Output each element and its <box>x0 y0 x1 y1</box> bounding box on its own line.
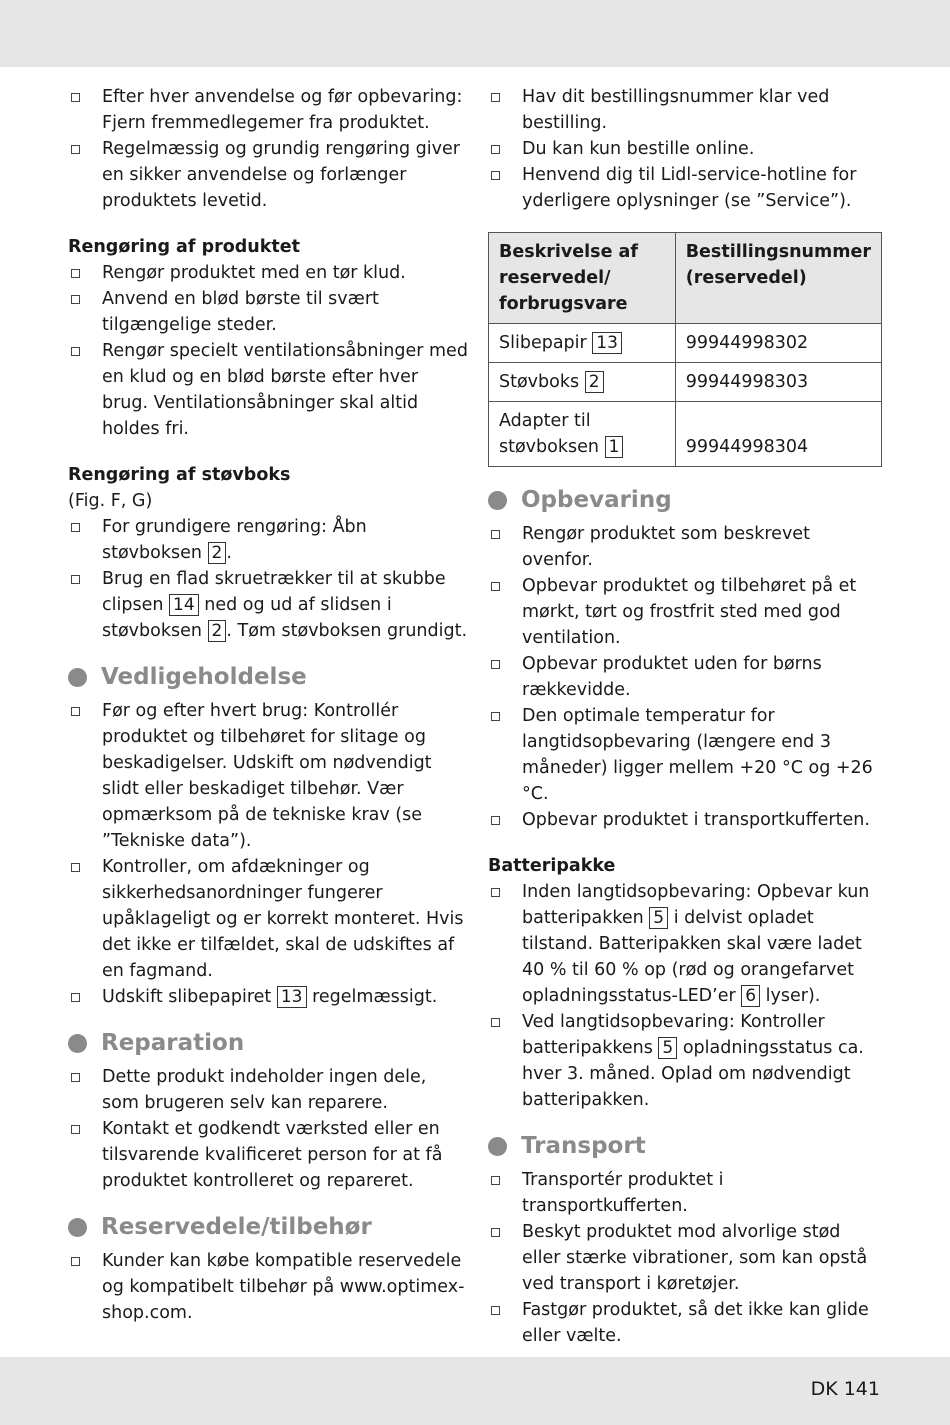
list-item: Den optimale temperatur for langtidsopbevaring (længere end 3 måneder) ligger mellem +20 °C og +26 °C. <box>488 703 883 807</box>
intro-list <box>68 84 468 214</box>
item-text: regelmæssigt. <box>312 987 438 1007</box>
list-item: Kontakt et godkendt værksted eller en tilsvarende kvalificeret person for at få produktet kontrolleret og repareret. <box>68 1116 468 1194</box>
maintenance-list <box>68 698 468 1010</box>
column-header-description: Beskrivelse af reservedel/ forbrugsvare <box>489 233 676 324</box>
item-text: ned og ud af slidsen i støvboksen <box>102 595 392 641</box>
part-reference: 5 <box>658 1037 677 1059</box>
list-item <box>488 879 883 1009</box>
part-reference: 1 <box>605 436 624 458</box>
page-number: DK 141 <box>810 1378 880 1400</box>
table-row <box>489 324 882 363</box>
list-item: Kontroller, om afdækninger og sikkerhedsanordninger fungerer upåklageligt og er korrekt monteret. Hvis det ikke er tilfældet, skal de udskiftes af en fagmand. <box>68 854 468 984</box>
list-item <box>68 566 468 644</box>
bullet-dot-icon <box>488 1137 507 1156</box>
right-column <box>488 84 883 1349</box>
table-header-row <box>489 233 882 324</box>
bullet-dot-icon <box>68 1218 87 1237</box>
battery-list <box>488 879 883 1113</box>
column-header-order-number: Bestillingsnummer (reservedel) <box>675 233 881 324</box>
footer-band <box>0 1357 950 1425</box>
repair-title <box>68 1028 468 1058</box>
section-title-text: Transport <box>521 1133 646 1159</box>
table-row <box>489 363 882 402</box>
bullet-dot-icon <box>68 1034 87 1053</box>
storage-title <box>488 485 883 515</box>
part-reference: 14 <box>169 594 199 616</box>
cell-text: Støvboks <box>499 372 580 392</box>
list-item: Dette produkt indeholder ingen dele, som brugeren selv kan reparere. <box>68 1064 468 1116</box>
list-item <box>68 984 468 1010</box>
section-title-text: Vedligeholdelse <box>101 664 307 690</box>
item-text: For grundigere rengøring: Åbn støvboksen <box>102 517 367 563</box>
list-item: Efter hver anvendelse og før opbevaring: Fjern fremmedlegemer fra produktet. <box>68 84 468 136</box>
part-reference: 2 <box>208 542 227 564</box>
item-text: Brug en flad skruetrækker til at skubbe clipsen <box>102 569 446 615</box>
cleaning-product-heading: Rengøring af produktet <box>68 237 300 257</box>
list-item: Fastgør produktet, så det ikke kan glide eller vælte. <box>488 1297 883 1349</box>
figure-reference: (Fig. F, G) <box>68 491 153 511</box>
part-reference: 13 <box>592 332 622 354</box>
list-item: Transportér produktet i transportkufferten. <box>488 1167 883 1219</box>
part-reference: 2 <box>585 371 604 393</box>
spare-parts-title <box>68 1212 468 1242</box>
left-column <box>68 84 468 1326</box>
header-band <box>0 0 950 67</box>
item-text: Udskift slibepapiret <box>102 987 272 1007</box>
section-title-text: Reparation <box>101 1030 245 1056</box>
list-item: Rengør specielt ventilationsåbninger med en klud og en blød børste efter hver brug. Ventilationsåbninger skal altid holdes fri. <box>68 338 468 442</box>
bullet-dot-icon <box>488 491 507 510</box>
list-item <box>68 514 468 566</box>
item-text: . <box>226 543 232 563</box>
table-cell-description <box>489 363 676 402</box>
item-text: lyser). <box>765 986 821 1006</box>
section-title-text: Reservedele/tilbehør <box>101 1214 372 1240</box>
list-item: Før og efter hvert brug: Kontrollér produktet og tilbehøret for slitage og beskadigelser. Udskift om nødvendigt slidt eller beskadiget tilbehør. Vær opmærksom på de tekniske krav (se ”Tekniske data”). <box>68 698 468 854</box>
list-item: Beskyt produktet mod alvorlige stød eller stærke vibrationer, som kan opstå ved transport i køretøjer. <box>488 1219 883 1297</box>
list-item: Du kan kun bestille online. <box>488 136 883 162</box>
table-cell-description <box>489 324 676 363</box>
list-item: Opbevar produktet uden for børns rækkevidde. <box>488 651 883 703</box>
list-item: Hav dit bestillingsnummer klar ved bestilling. <box>488 84 883 136</box>
table-row <box>489 402 882 467</box>
table-cell-order-number: 99944998303 <box>675 363 881 402</box>
list-item <box>488 1009 883 1113</box>
transport-list <box>488 1167 883 1349</box>
list-item: Opbevar produktet i transportkufferten. <box>488 807 883 833</box>
item-text: . Tøm støvboksen grundigt. <box>226 621 468 641</box>
ordering-list <box>488 84 883 214</box>
list-item: Anvend en blød børste til svært tilgængelige steder. <box>68 286 468 338</box>
list-item: Rengør produktet som beskrevet ovenfor. <box>488 521 883 573</box>
part-reference: 5 <box>649 907 668 929</box>
item-text: Ved langtidsopbevaring: Kontroller batteripakkens <box>522 1012 825 1058</box>
storage-list <box>488 521 883 833</box>
part-reference: 13 <box>277 986 307 1008</box>
table-cell-order-number: 99944998304 <box>675 402 881 467</box>
bullet-dot-icon <box>68 668 87 687</box>
part-reference: 6 <box>741 985 760 1007</box>
table-cell-description <box>489 402 676 467</box>
table-cell-order-number: 99944998302 <box>675 324 881 363</box>
item-text: opladningsstatus ca. hver 3. måned. Oplad om nødvendigt batteripakken. <box>522 1038 864 1110</box>
cleaning-dustbox-heading: Rengøring af støvboks <box>68 465 291 485</box>
list-item: Kunder kan købe kompatible reservedele og kompatibelt tilbehør på www.optimex-shop.com. <box>68 1248 468 1326</box>
list-item: Henvend dig til Lidl-service-hotline for yderligere oplysninger (se ”Service”). <box>488 162 883 214</box>
list-item: Regelmæssig og grundig rengøring giver en sikker anvendelse og forlænger produktets levetid. <box>68 136 468 214</box>
cleaning-dustbox-list <box>68 514 468 644</box>
spare-parts-table <box>488 232 882 467</box>
spare-parts-list <box>68 1248 468 1326</box>
list-item: Opbevar produktet og tilbehøret på et mørkt, tørt og frostfrit sted med god ventilation. <box>488 573 883 651</box>
part-reference: 2 <box>208 620 227 642</box>
cleaning-product-list <box>68 260 468 442</box>
cell-text: Adapter til støvboksen <box>499 411 599 457</box>
item-text: Inden langtidsopbevaring: Opbevar kun batteripakken <box>522 882 870 928</box>
maintenance-title <box>68 662 468 692</box>
repair-list <box>68 1064 468 1194</box>
cell-text: Slibepapir <box>499 333 587 353</box>
item-text: i delvist opladet tilstand. Batteripakken skal være ladet 40 % til 60 % op (rød og orangefarvet opladningsstatus-LED’er <box>522 908 862 1006</box>
list-item: Rengør produktet med en tør klud. <box>68 260 468 286</box>
transport-title <box>488 1131 883 1161</box>
battery-heading: Batteripakke <box>488 856 616 876</box>
section-title-text: Opbevaring <box>521 487 672 513</box>
